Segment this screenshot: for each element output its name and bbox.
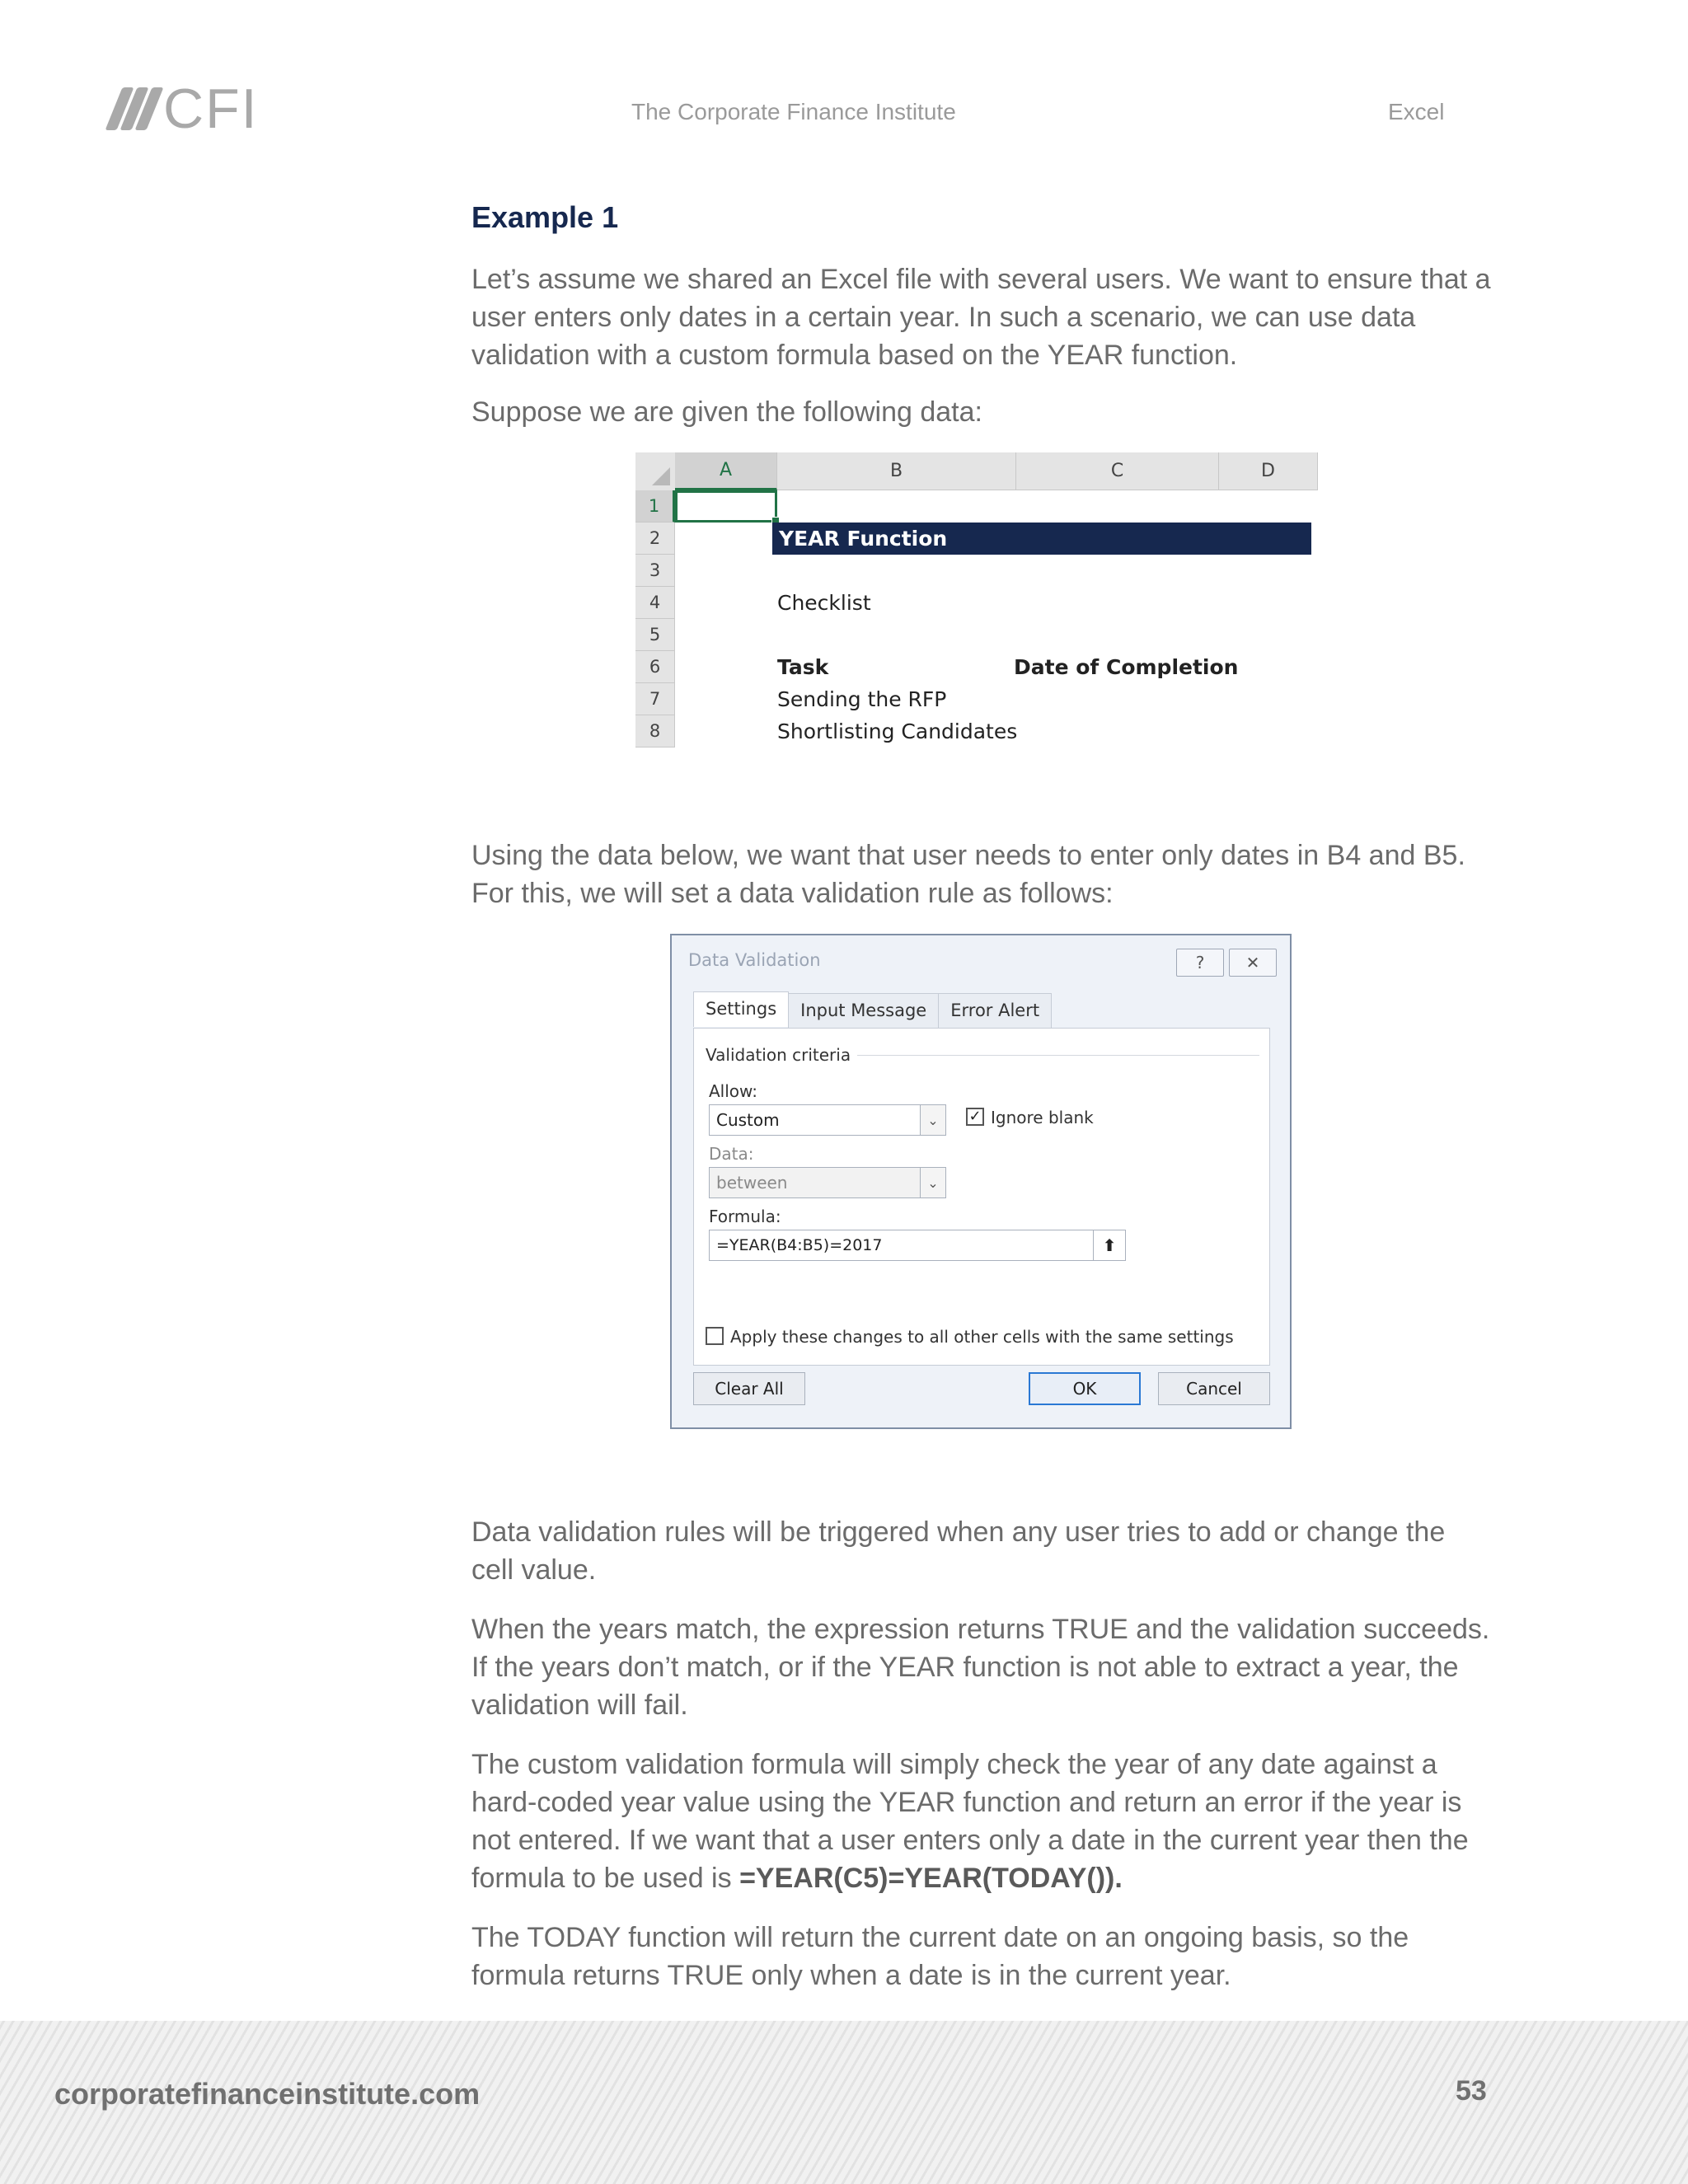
row-header-3: 3 xyxy=(635,555,675,587)
row-header-2: 2 xyxy=(635,523,675,555)
formula-input[interactable] xyxy=(709,1230,1126,1261)
cancel-button[interactable]: Cancel xyxy=(1158,1372,1270,1405)
ignore-blank-label: Ignore blank xyxy=(991,1108,1094,1127)
paragraph-custom-block xyxy=(471,1746,1493,1897)
column-header-b: B xyxy=(777,452,1016,490)
paragraph-data-intro: Suppose we are given the following data: xyxy=(471,396,982,428)
ignore-blank-checkbox[interactable]: ✓ xyxy=(966,1108,984,1126)
paragraph-today: The TODAY function will return the current date on an ongoing basis, so the formula returns TRUE only when a date is in the current year. xyxy=(471,1922,1409,1991)
column-header-c: C xyxy=(1016,452,1219,490)
paragraph-intro: Let’s assume we shared an Excel file with several users. We want to ensure that a user enters only dates in a certain year. In such a scenario, we can use data validation with a custom formula based on the YEAR function. xyxy=(471,264,1491,371)
data-validation-dialog xyxy=(670,934,1292,1429)
paragraph-custom xyxy=(471,1746,1493,1897)
data-label: Data: xyxy=(709,1144,754,1164)
paragraph-data-block xyxy=(471,393,1493,431)
clear-all-button[interactable]: Clear All xyxy=(693,1372,805,1405)
allow-select-value: Custom xyxy=(716,1110,780,1130)
paragraph-match-block xyxy=(471,1610,1493,1724)
paragraph-rule-block xyxy=(471,837,1493,912)
logo-text: CFI xyxy=(163,77,259,140)
dialog-title: Data Validation xyxy=(688,950,821,970)
select-all-corner xyxy=(635,452,676,491)
paragraph-intro-block xyxy=(471,260,1493,374)
cell-task-header: Task xyxy=(777,655,829,679)
tab-input-message[interactable]: Input Message xyxy=(788,993,939,1029)
data-select[interactable] xyxy=(709,1167,946,1198)
row-header-8: 8 xyxy=(635,715,675,748)
chevron-down-icon[interactable]: ⌄ xyxy=(920,1168,945,1197)
chevron-down-icon[interactable]: ⌄ xyxy=(920,1105,945,1135)
paragraph-rule-intro: Using the data below, we want that user needs to enter only dates in B4 and B5. For this, we will set a data validation rule as follows: xyxy=(471,840,1465,909)
sheet-title-banner: YEAR Function xyxy=(772,523,1311,555)
tab-settings[interactable]: Settings xyxy=(693,991,789,1027)
paragraph-trigger: Data validation rules will be triggered when any user tries to add or change the cell value. xyxy=(471,1516,1446,1586)
cfi-logo xyxy=(114,77,259,140)
column-header-a: A xyxy=(675,452,777,490)
tab-error-alert[interactable]: Error Alert xyxy=(938,993,1052,1029)
allow-label: Allow: xyxy=(709,1081,758,1101)
validation-criteria-label: Validation criteria xyxy=(706,1045,857,1065)
row-header-1: 1 xyxy=(635,490,675,523)
header-section: Excel xyxy=(1388,99,1445,124)
help-icon[interactable]: ? xyxy=(1176,949,1224,977)
close-icon[interactable]: ✕ xyxy=(1229,949,1277,977)
dialog-title-buttons xyxy=(1176,949,1277,977)
paragraph-match: When the years match, the expression returns TRUE and the validation succeeds. If the years don’t match, or if the YEAR function is not able to extract a year, the validation will fail. xyxy=(471,1614,1490,1721)
paragraph-custom-text: The custom validation formula will simply check the year of any date against a hard-coded year value using the YEAR function and return an error if the year is not entered. If we want that a user enters only a date in the current year then the formula to be used is xyxy=(471,1749,1469,1894)
settings-panel xyxy=(693,1028,1270,1366)
collapse-dialog-icon[interactable]: ⬆ xyxy=(1093,1230,1125,1260)
cell-task-1: Sending the RFP xyxy=(777,687,947,711)
row-header-4: 4 xyxy=(635,587,675,619)
footer-website: corporatefinanceinstitute.com xyxy=(54,2077,481,2111)
page-number: 53 xyxy=(1456,2075,1487,2107)
current-year-formula: =YEAR(C5)=YEAR(TODAY()). xyxy=(739,1863,1123,1894)
apply-all-checkbox[interactable] xyxy=(706,1327,724,1345)
paragraph-today-block xyxy=(471,1919,1493,1994)
paragraph-trigger-block xyxy=(471,1513,1493,1589)
apply-all-label: Apply these changes to all other cells with the same settings xyxy=(730,1327,1234,1347)
page-header xyxy=(0,0,1688,165)
ok-button[interactable]: OK xyxy=(1029,1372,1141,1405)
cell-checklist: Checklist xyxy=(777,591,871,615)
spreadsheet-figure xyxy=(635,452,1326,833)
formula-input-value: =YEAR(B4:B5)=2017 xyxy=(716,1236,883,1254)
row-header-7: 7 xyxy=(635,683,675,715)
cell-date-header: Date of Completion xyxy=(1014,655,1239,679)
section-heading: Example 1 xyxy=(471,200,619,234)
cell-task-2: Shortlisting Candidates xyxy=(777,719,1018,743)
active-cell-a1 xyxy=(675,490,777,523)
row-header-5: 5 xyxy=(635,619,675,651)
allow-select[interactable] xyxy=(709,1104,946,1136)
logo-slashes-icon xyxy=(114,87,155,130)
formula-label: Formula: xyxy=(709,1207,781,1226)
row-header-6: 6 xyxy=(635,651,675,683)
dialog-tabs xyxy=(693,993,1051,1029)
header-institute: The Corporate Finance Institute xyxy=(631,99,956,124)
column-header-d: D xyxy=(1219,452,1318,490)
data-select-value: between xyxy=(716,1173,788,1193)
